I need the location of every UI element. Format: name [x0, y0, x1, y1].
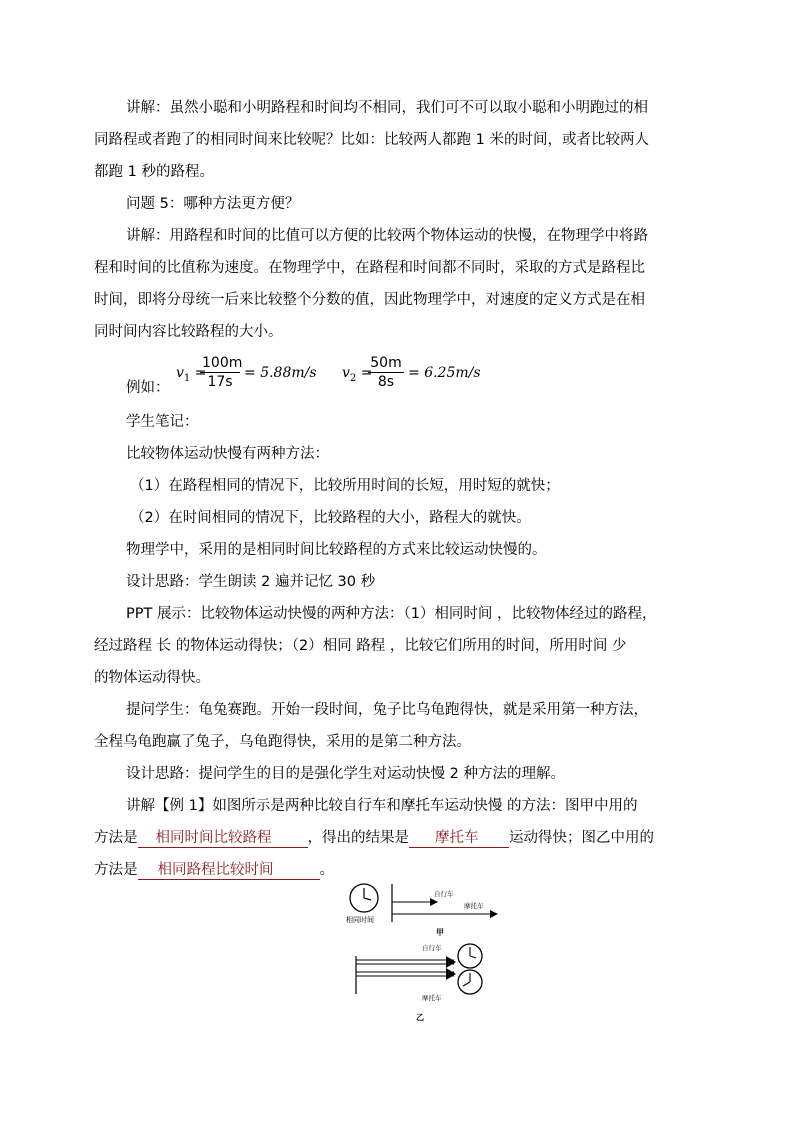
- text-line: 时间，即将分母统一后来比较整个分数的值，因此物理学中，对速度的定义方式是在相: [94, 292, 645, 308]
- formula-2-numerator: 50m: [368, 354, 404, 373]
- text-line: 物理学中，采用的是相同时间比较路程的方式来比较运动快慢的。: [126, 542, 547, 558]
- answer-suffix: 。: [319, 862, 334, 878]
- clock-label: 相同时间: [346, 916, 374, 924]
- text-line: 比较物体运动快慢有两种方法：: [126, 446, 329, 462]
- notes-heading: 学生笔记：: [126, 414, 199, 430]
- moto-arrow: [490, 910, 498, 918]
- text-line: 讲解【例 1】如图所示是两种比较自行车和摩托车运动快慢 的方法：图甲中用的: [126, 798, 638, 814]
- text-line: 程和时间的比值称为速度。在物理学中，在路程和时间都不同时，采取的方式是路程比: [94, 260, 645, 276]
- answer-blank-2: 摩托车: [409, 829, 509, 848]
- list-item: （2）在时间相同的情况下，比较路程的大小，路程大的就快。: [130, 510, 531, 526]
- text-line: 全程乌龟跑赢了兔子，乌龟跑得快，采用的是第二种方法。: [94, 734, 471, 750]
- bicycle-motorcycle-figure: [342, 876, 502, 1026]
- text-line: 经过路程 长 的物体运动得快；（2）相同 路程 ，比较它们所用的时间，所用时间 少: [94, 638, 627, 654]
- formula-2-lhs: v: [342, 365, 350, 381]
- text-line: 同时间内容比较路程的大小。: [94, 324, 283, 340]
- answer-line-2: [94, 860, 334, 880]
- answer-blank-1: 相同时间比较路程: [138, 829, 308, 848]
- figure-label-b: 乙: [416, 1013, 424, 1022]
- formula-2-sub: 2: [349, 372, 357, 384]
- moto-arrow: [446, 968, 456, 980]
- figure-label-a: 甲: [436, 928, 444, 937]
- question-heading: 问题 5：哪种方法更方便？: [126, 196, 300, 212]
- formula-1-denominator: 17s: [207, 374, 233, 390]
- moto-label: 摩托车: [464, 902, 484, 910]
- bike-label: 自行车: [434, 890, 454, 898]
- text-line: 讲解：虽然小聪和小明路程和时间均不相同，我们可不可以取小聪和小明跑过的相: [126, 100, 648, 116]
- bike-arrow: [430, 898, 438, 906]
- document-page: 讲解：虽然小聪和小明路程和时间均不相同，我们可不可以取小聪和小明跑过的相 同路程或者跑了的相同时间来比较呢？比如：比较两人都跑 1 米的时间，或者比较两人 都跑 1 秒的路程。 问题 5：哪种方法更方便？ 讲解：用路程和时间的比值可以方便的比较两个物体运动的快慢，在物理学中将路 程和时间的比值称为速度。在物理学中，在路程和时间都不同时，采取的方式是路程比 时间，即将分母统一后来比较整个分数的值，因此物理学中，对速度的定义方式是在相 同时间内容比较路程的大小。 例如： $v_1$ = $\frac{100m}{17s}$ = 5.88m/s $v_2$ = $\frac{50m}{8s}$ = 6.25m/s 学生笔记： 比较物体运动快慢有两种方法： （1）在路程相同的情况下，比较所用时间的长短，用时短的就快； （2）在时间相同的情况下，比较路程的大小，路程大的就快。 物理学中，采用的是相同时间比较路程的方式来比较运动快慢的。 设计思路：学生朗读 2 遍并记忆 30 秒 PPT 展示：比较物体运动快慢的两种方法：（1）相同时间 ，比较物体经过的路程， 经过路程 长 的物体运动得快；（2）相同 路程 ，比较它们所用的时间，所用时间 少 的物体运动得快。 提问学生：龟兔赛跑。开始一段时间，兔子比乌龟跑得快，就是采用第一种方法， 全程乌龟跑赢了兔子，乌龟跑得快，采用的是第二种方法。 设计思路：提问学生的目的是强化学生对运动快慢 2 种方法的理解。 讲解【例 1】如图所示是两种比较自行车和摩托车运动快慢 的方法：图甲中用的 方法是 相同时间比较路程 ，得出的结果是 摩托车 运动得快；图乙中用的 方法是 相同路程比较时间 。 相同时间 自行车 摩托车 甲 自行车 摩托车 乙: [0, 0, 794, 1123]
- text-line: PPT 展示：比较物体运动快慢的两种方法：（1）相同时间 ，比较物体经过的路程，: [126, 606, 657, 622]
- formula-1-lhs: v: [176, 365, 184, 381]
- answer-blank-3: 相同路程比较时间: [138, 861, 320, 880]
- text-line: 的物体运动得快。: [94, 670, 210, 686]
- formula-1-sub: 1: [183, 372, 191, 384]
- formula-1-numerator: 100m: [202, 355, 243, 371]
- text-line: 同路程或者跑了的相同时间来比较呢？比如：比较两人都跑 1 米的时间，或者比较两人: [94, 132, 649, 148]
- text-line: 都跑 1 秒的路程。: [94, 164, 214, 180]
- text-line: 设计思路：提问学生的目的是强化学生对运动快慢 2 种方法的理解。: [126, 766, 565, 782]
- formula-2-denominator: 8s: [377, 374, 395, 390]
- answer-suffix: 运动得快；图乙中用的: [509, 830, 654, 846]
- bike-label: 自行车: [422, 944, 442, 952]
- answer-prefix: 方法是: [94, 862, 138, 878]
- answer-prefix: 方法是: [94, 830, 138, 846]
- answer-line-1: [94, 828, 654, 848]
- list-item: （1）在路程相同的情况下，比较所用时间的长短，用时短的就快；: [130, 478, 560, 494]
- example-label: 例如：: [126, 380, 170, 396]
- moto-label: 摩托车: [422, 994, 442, 1002]
- answer-mid: ，得出的结果是: [307, 830, 409, 846]
- formula-2-result: 6.25m/s: [424, 365, 481, 381]
- text-line: 讲解：用路程和时间的比值可以方便的比较两个物体运动的快慢，在物理学中将路: [126, 228, 648, 244]
- bike-arrow: [446, 956, 456, 968]
- formula-1-result: 5.88m/s: [260, 365, 317, 381]
- text-line: 提问学生：龟兔赛跑。开始一段时间，兔子比乌龟跑得快，就是采用第一种方法，: [126, 702, 648, 718]
- text-line: 设计思路：学生朗读 2 遍并记忆 30 秒: [126, 574, 376, 590]
